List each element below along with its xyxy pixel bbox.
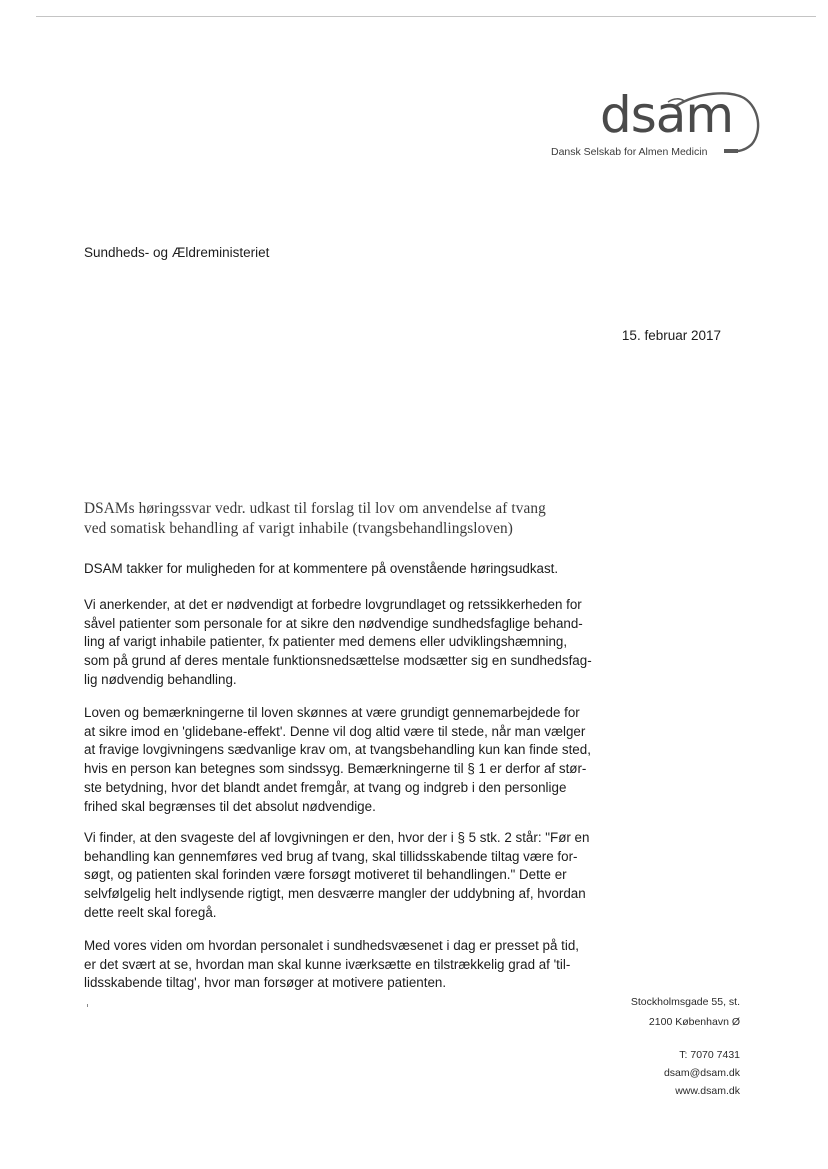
- text-line: selvfølgelig helt indlysende rigtigt, men desværre mangler der uddybning af, hvordan: [84, 886, 586, 902]
- footer-contact: [664, 1046, 740, 1100]
- contact-web: www.dsam.dk: [675, 1085, 740, 1097]
- text-line: Med vores viden om hvordan personalet i sundhedsvæsenet i dag er presset på tid,: [84, 938, 579, 953]
- address-street: Stockholmsgade 55, st.: [630, 996, 740, 1008]
- subject-heading: [84, 499, 604, 539]
- subject-line: DSAMs høringssvar vedr. udkast til forslag til lov om anvendelse af tvang: [84, 500, 546, 517]
- text-line: ling af varigt inhabile patienter, fx patienter med demens eller udviklingshæmning,: [84, 634, 568, 650]
- paragraph-weakest-part: [84, 829, 604, 923]
- text-line: såvel patienter som personale for at sikre den nødvendige sundhedsfaglige behand-: [84, 615, 583, 631]
- text-line: at fravige lovgivningens sædvanlige krav om, at tvangsbehandling kun kan finde sted,: [84, 742, 591, 758]
- text-line: Loven og bemærkningerne til loven skønnes at være grundigt gennemarbejdede for: [84, 705, 580, 720]
- text-line: Vi finder, at den svageste del af lovgivningen er den, hvor der i § 5 stk. 2 står: "Før en: [84, 830, 590, 845]
- recipient: Sundheds- og Ældreministeriet: [84, 245, 270, 260]
- paragraph-intro: [84, 560, 604, 579]
- paragraph-law-remarks: [84, 704, 604, 816]
- scan-speck: [87, 1004, 88, 1007]
- contact-phone: T: 7070 7431: [679, 1049, 740, 1061]
- text-line: Vi anerkender, at det er nødvendigt at forbedre lovgrundlaget og retssikkerheden for: [84, 597, 582, 612]
- text-line: lidsskabende tiltag', hvor man forsøger at motivere patienten.: [84, 975, 447, 991]
- contact-email: dsam@dsam.dk: [663, 1067, 740, 1079]
- subject-line: ved somatisk behandling af varigt inhabile (tvangsbehandlingsloven): [84, 520, 513, 537]
- logo-tagline: Dansk Selskab for Almen Medicin: [551, 146, 708, 158]
- address-city: 2100 København Ø: [648, 1016, 740, 1028]
- logo-wordmark: dsam: [600, 86, 734, 144]
- top-scan-rule: [36, 16, 816, 17]
- text-line: som på grund af deres mentale funktionsnedsættelse modsætter sig en sundhedsfag-: [84, 653, 592, 669]
- footer-address: [631, 992, 740, 1032]
- text-line: lig nødvendig behandling.: [84, 671, 237, 687]
- text-line: at sikre imod en 'glidebane-effekt'. Denne vil dog altid være til stede, når man vælger: [84, 723, 586, 739]
- text-line: DSAM takker for muligheden for at kommentere på ovenstående høringsudkast.: [84, 561, 559, 576]
- paragraph-staff-time: [84, 937, 604, 993]
- dsam-logo: [548, 88, 778, 168]
- text-line: dette reelt skal foregå.: [84, 904, 217, 920]
- text-line: er det svært at se, hvordan man skal kunne iværksætte en tilstrækkelig grad af 'til-: [84, 956, 571, 972]
- text-line: hvis en person kan betegnes som sindssyg. Bemærkningerne til § 1 er derfor af stør-: [84, 761, 587, 777]
- letter-date: 15. februar 2017: [621, 328, 721, 343]
- text-line: behandling kan gennemføres ved brug af tvang, skal tillidsskabende tiltag være for-: [84, 848, 578, 864]
- text-line: frihed skal begrænses til det absolut nødvendige.: [84, 798, 376, 814]
- text-line: søgt, og patienten skal forinden være forsøgt motiveret til behandlingen." Dette er: [84, 867, 567, 883]
- paragraph-recognition: [84, 596, 604, 690]
- text-line: ste betydning, hvor det blandt andet fremgår, at tvang og indgreb i den personlige: [84, 779, 567, 795]
